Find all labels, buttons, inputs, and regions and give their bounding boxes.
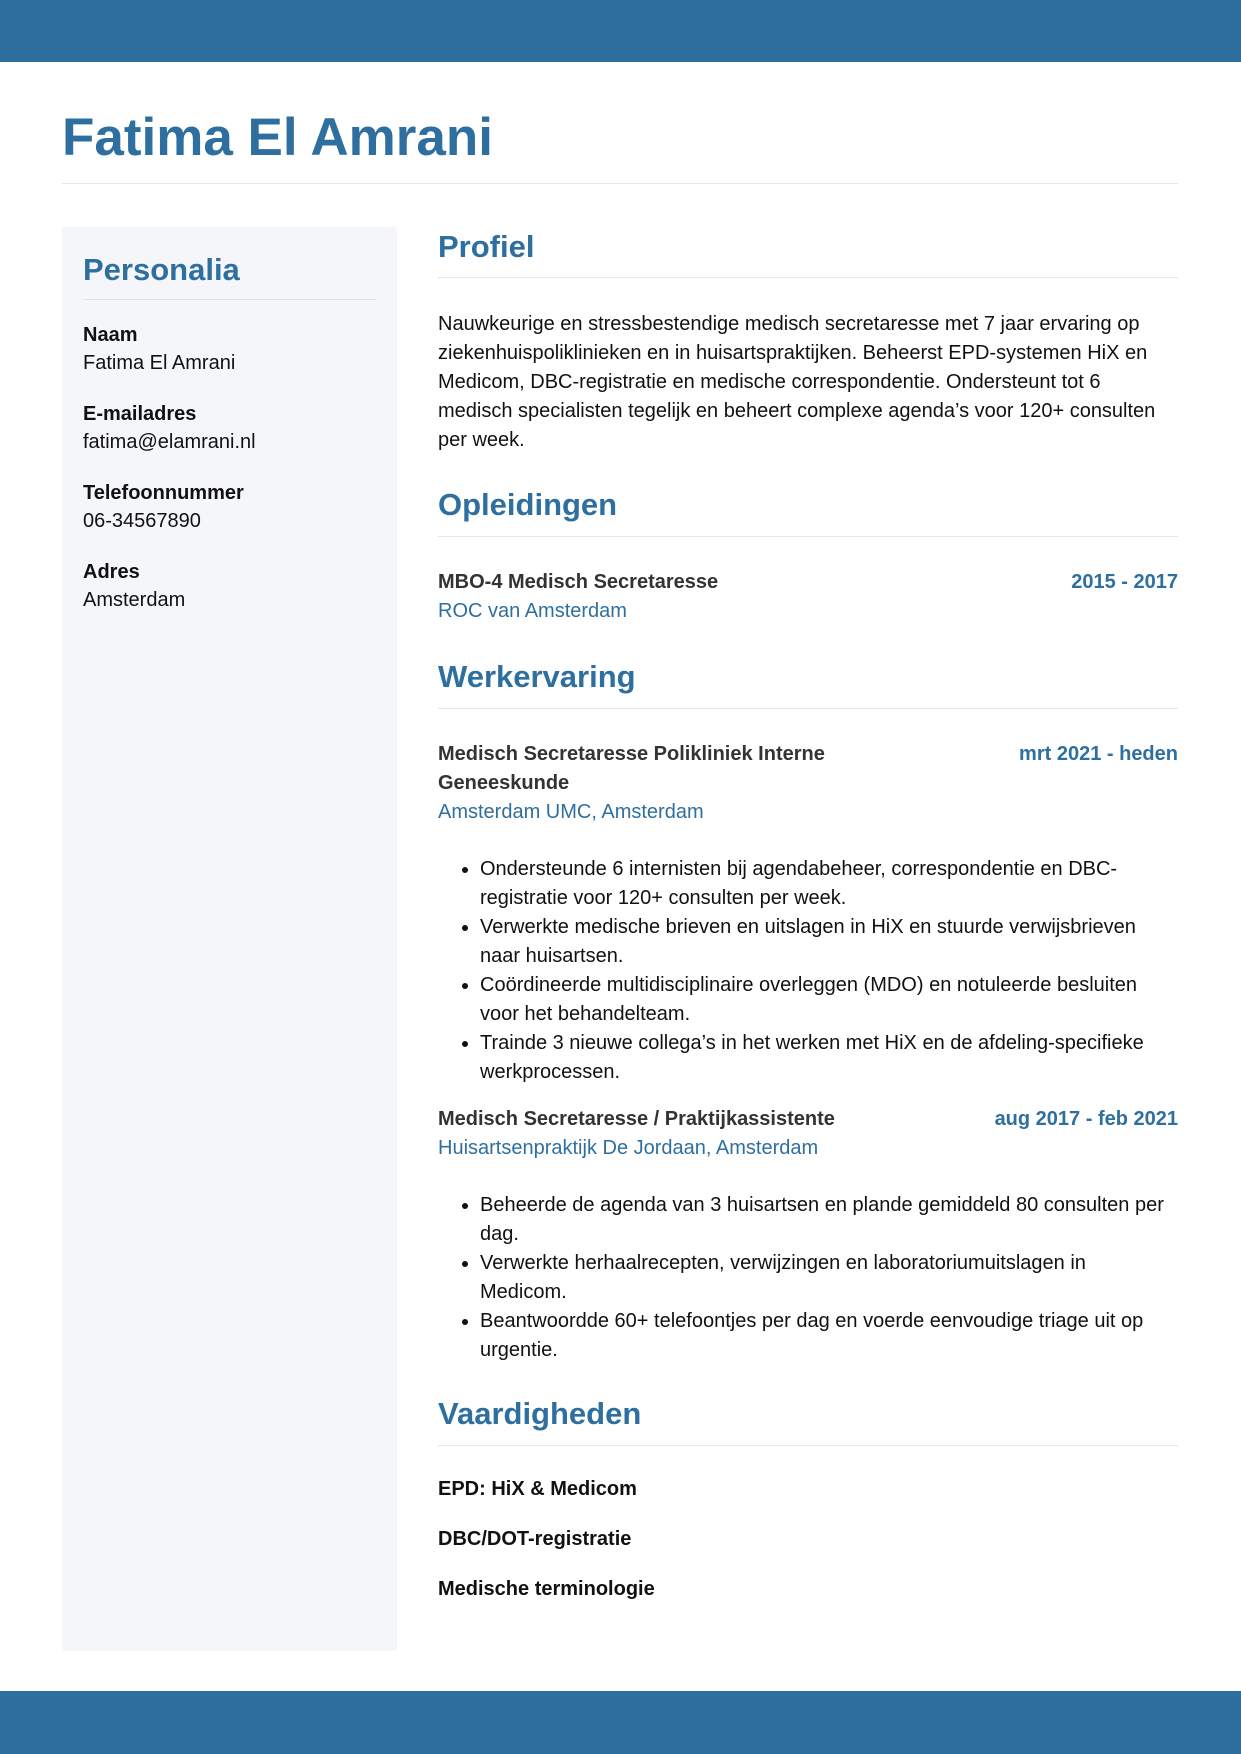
education-org: ROC van Amsterdam bbox=[438, 600, 627, 622]
skills-divider bbox=[438, 1445, 1178, 1446]
footer-band bbox=[0, 1691, 1241, 1754]
list-item: • Beheerde de agenda van 3 huisartsen en plande gemiddeld 80 consulten per dag. bbox=[480, 1191, 1178, 1249]
education-title: MBO-4 Medisch Secretaresse bbox=[438, 571, 719, 593]
field-value: fatima@elamrani.nl bbox=[83, 431, 256, 453]
field-label: E-mailadres bbox=[83, 403, 197, 425]
education-date: 2015 - 2017 bbox=[1071, 571, 1178, 593]
education-heading: Opleidingen bbox=[438, 487, 618, 522]
job-title: Medisch Secretaresse / Praktijkassistente bbox=[438, 1108, 835, 1130]
skills-heading: Vaardigheden bbox=[438, 1396, 642, 1431]
personalia-fields bbox=[83, 321, 376, 637]
list-item: • Verwerkte medische brieven en uitslagen in HiX en stuurde verwijsbrieven naar huisartsen. bbox=[480, 913, 1178, 971]
experience-divider bbox=[438, 708, 1178, 709]
title-divider bbox=[62, 183, 1178, 184]
list-item: • Verwerkte herhaalrecepten, verwijzingen en laboratoriumuitslagen in Medicom. bbox=[480, 1249, 1178, 1307]
field-naam bbox=[83, 321, 376, 377]
field-email bbox=[83, 400, 376, 456]
profile-divider bbox=[438, 277, 1178, 278]
list-item: • Trainde 3 nieuwe collega’s in het werken met HiX en de afdeling-specifieke werkprocessen. bbox=[480, 1029, 1178, 1087]
list-item: • Ondersteunde 6 internisten bij agendabeheer, correspondentie en DBC-registratie voor 120+ consulten per week. bbox=[480, 855, 1178, 913]
personalia-sidebar bbox=[62, 227, 397, 1651]
job-title: Medisch Secretaresse Polikliniek Interne Geneeskunde bbox=[438, 743, 825, 794]
education-divider bbox=[438, 536, 1178, 537]
field-value: 06-34567890 bbox=[83, 510, 201, 532]
personalia-divider bbox=[83, 299, 376, 300]
field-label: Adres bbox=[83, 561, 140, 583]
header-band bbox=[0, 0, 1241, 62]
field-address bbox=[83, 558, 376, 614]
skill-item: DBC/DOT-registratie bbox=[438, 1528, 632, 1550]
list-item: • Coördineerde multidisciplinaire overleggen (MDO) en notuleerde besluiten voor het behandelteam. bbox=[480, 971, 1178, 1029]
list-item: • Beantwoordde 60+ telefoontjes per dag en voerde eenvoudige triage uit op urgentie. bbox=[480, 1307, 1178, 1365]
job-bullets bbox=[438, 1191, 1178, 1365]
profile-heading: Profiel bbox=[438, 229, 535, 264]
job-org: Amsterdam UMC, Amsterdam bbox=[438, 801, 704, 823]
profile-text: Nauwkeurige en stressbestendige medisch secretaresse met 7 jaar ervaring op ziekenhuispoliklinieken en in huisartspraktijken. Beheerst EPD-systemen HiX en Medicom, DBC-registratie en medische correspondentie. Ondersteunt tot 6 medisch specialisten tegelijk en beheert complexe agenda’s voor 120+ consulten per week. bbox=[438, 313, 1156, 451]
skill-item: Medische terminologie bbox=[438, 1578, 655, 1600]
field-value: Fatima El Amrani bbox=[83, 352, 236, 374]
skill-item: EPD: HiX & Medicom bbox=[438, 1478, 637, 1500]
field-label: Naam bbox=[83, 324, 138, 346]
job-bullets bbox=[438, 855, 1178, 1087]
page-title: Fatima El Amrani bbox=[62, 108, 493, 167]
job-org: Huisartsenpraktijk De Jordaan, Amsterdam bbox=[438, 1137, 819, 1159]
skills-list bbox=[438, 1475, 1178, 1625]
job-date: aug 2017 - feb 2021 bbox=[994, 1108, 1178, 1130]
field-label: Telefoonnummer bbox=[83, 482, 244, 504]
experience-heading: Werkervaring bbox=[438, 659, 636, 694]
personalia-heading: Personalia bbox=[83, 252, 240, 287]
field-phone bbox=[83, 479, 376, 535]
field-value: Amsterdam bbox=[83, 589, 186, 611]
job-date: mrt 2021 - heden bbox=[1019, 743, 1178, 765]
